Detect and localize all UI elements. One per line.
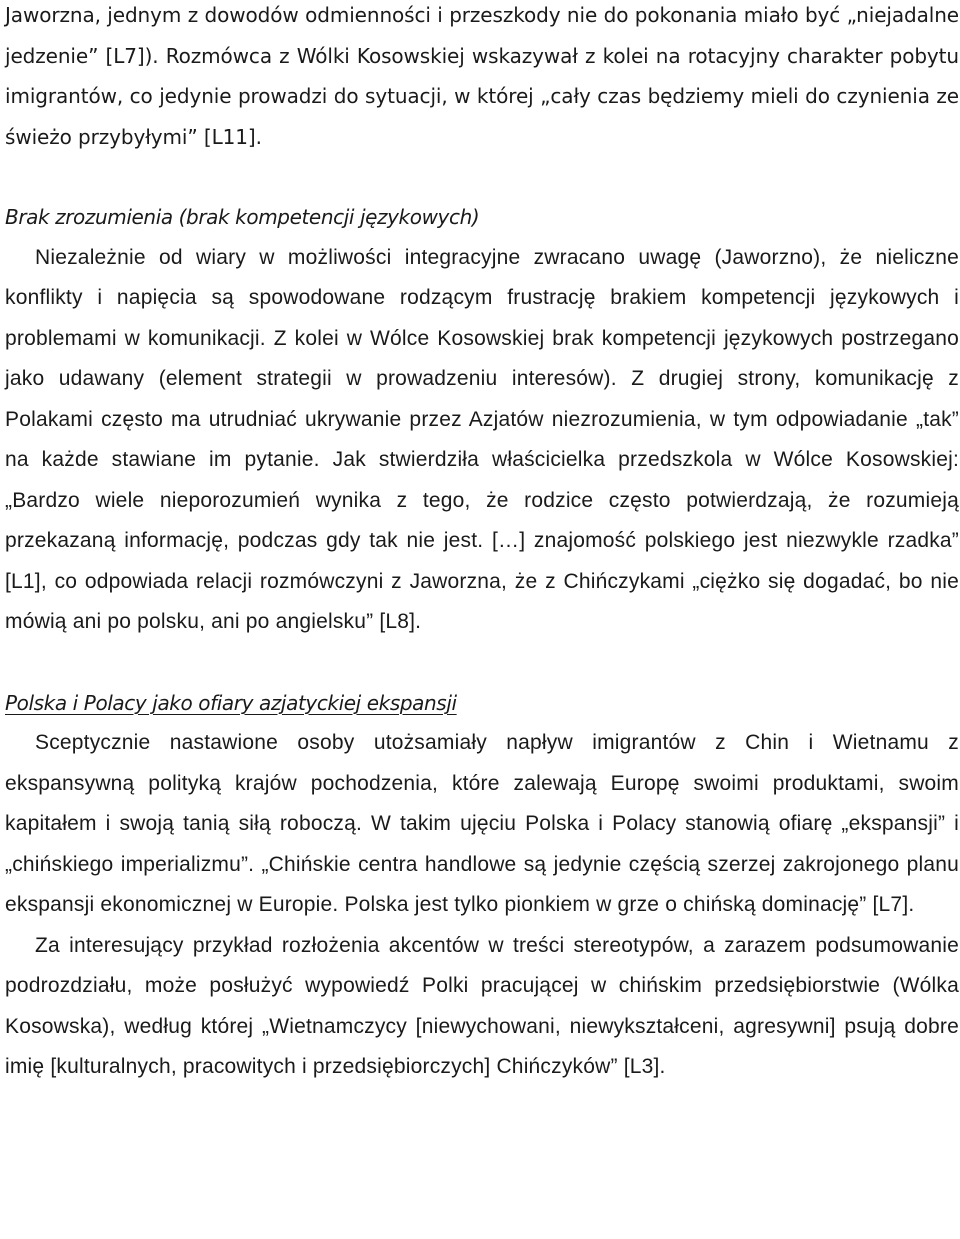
section-asian-expansion: [5, 683, 959, 1088]
intro-paragraph: Jaworzna, jednym z dowodów odmienności i przeszkody nie do pokonania miało być „niejadalne jedzenie” [L7]). Rozmówca z Wólki Kosowskiej wskazywał z kolei na rotacyjny charakter pobytu imigrantów, co jedynie prowadzi do sytuacji, w której „cały czas będziemy mieli do czynienia ze świeżo przybyłymi” [L11].: [5, 3, 959, 149]
document-page: [5, 0, 959, 1088]
section-heading: [5, 197, 959, 238]
body-paragraph: Sceptycznie nastawione osoby utożsamiały napływ imigrantów z Chin i Wietnamu z ekspansywną polityką krajów pochodzenia, które zalewają Europę swoimi produktami, swoim kapitałem i swoją tanią siłą roboczą. W takim ujęciu Polska i Polacy stanowią ofiarę „ekspansji” i „chińskiego imperializmu”. „Chińskie centra handlowe są jedynie częścią szerzej zakrojonego planu ekspansji ekonomicznej w Europie. Polska jest tylko pionkiem w grze o chińską dominację” [L7].: [5, 731, 959, 916]
section-heading: [5, 683, 959, 724]
body-paragraph: Niezależnie od wiary w możliwości integracyjne zwracano uwagę (Jaworzno), że nieliczne konflikty i napięcia są spowodowane rodzącym frustrację brakiem kompetencji językowych i problemami w komunikacji. Z kolei w Wólce Kosowskiej brak kompetencji językowych postrzegano jako udawany (element strategii w prowadzeniu interesów). Z drugiej strony, komunikację z Polakami często ma utrudniać ukrywanie przez Azjatów niezrozumienia, w tym odpowiadanie „tak” na każde stawiane im pytanie. Jak stwierdziła właścicielka przedszkola w Wólce Kosowskiej: „Bardzo wiele nieporozumień wynika z tego, że rodzice często potwierdzają, że rozumieją przekazaną informację, podczas gdy tak nie jest. […] znajomość polskiego jest niezwykle rzadka” [L1], co odpowiada relacji rozmówczyni z Jaworzna, że z Chińczykami „ciężko się dogadać, bo nie mówią ani po polsku, ani po angielsku” [L8].: [5, 245, 959, 633]
section-heading-text: Polska i Polacy jako ofiary azjatyckiej ekspansji: [5, 690, 457, 715]
section-language-barrier: [5, 197, 959, 643]
section-heading-text: Brak zrozumienia (brak kompetencji językowych): [5, 205, 480, 229]
body-paragraph: Za interesujący przykład rozłożenia akcentów w treści stereotypów, a zarazem podsumowanie podrozdziału, może posłużyć wypowiedź Polki pracującej w chińskim przedsiębiorstwie (Wólka Kosowska), według której „Wietnamczycy [niewychowani, niewykształceni, agresywni] psują dobre imię [kulturalnych, pracowitych i przedsiębiorczych] Chińczyków” [L3].: [5, 933, 959, 1078]
